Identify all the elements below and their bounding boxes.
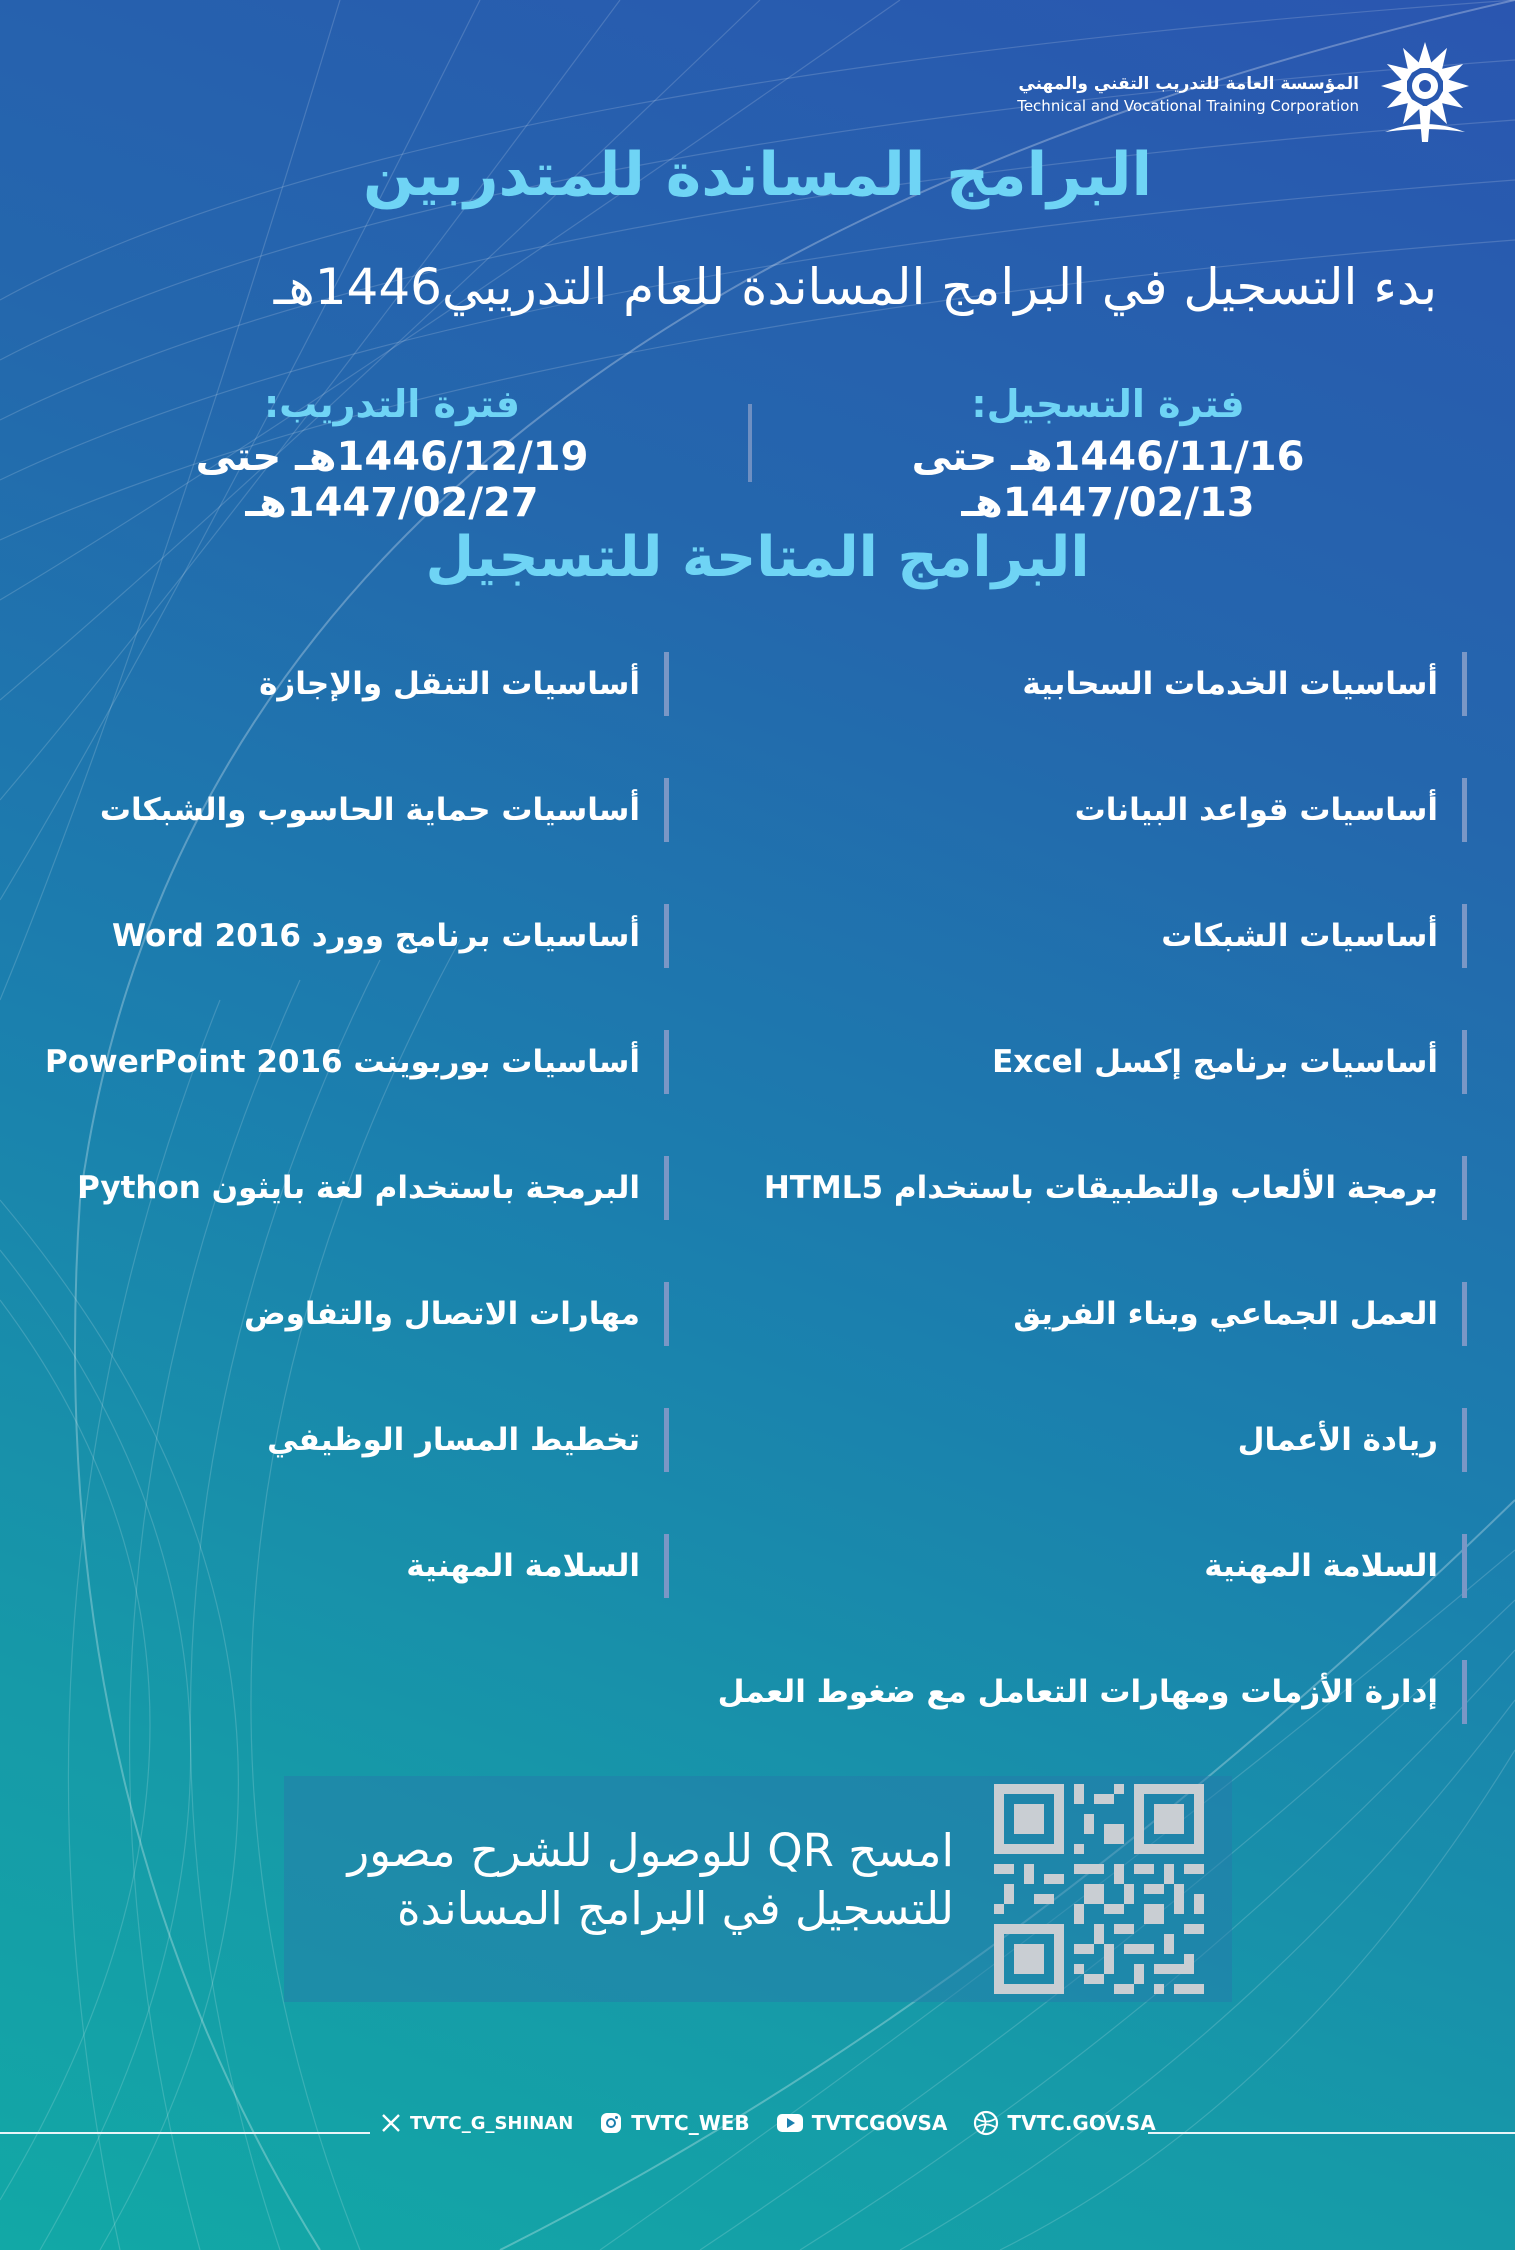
program-item: أساسيات برنامج إكسل Excel bbox=[767, 1030, 1467, 1094]
x-handle: TVTC_G_SHINAN bbox=[410, 2112, 574, 2134]
youtube-handle: TVTCGOVSA bbox=[811, 2111, 948, 2135]
qr-instruction-line1: امسح QR للوصول للشرح مصور bbox=[347, 1824, 954, 1877]
tvtc-logo-icon bbox=[1373, 38, 1477, 150]
youtube-icon bbox=[776, 2112, 804, 2134]
program-item: أساسيات بوربوينت PowerPoint 2016 bbox=[9, 1030, 669, 1094]
period-divider bbox=[748, 404, 752, 482]
footer-line-left bbox=[0, 2132, 370, 2134]
program-item: تخطيط المسار الوظيفي bbox=[9, 1408, 669, 1472]
program-item: العمل الجماعي وبناء الفريق bbox=[767, 1282, 1467, 1346]
program-item: أساسيات حماية الحاسوب والشبكات bbox=[9, 778, 669, 842]
page-title: البرامج المساندة للمتدربين bbox=[362, 140, 1153, 210]
globe-icon bbox=[973, 2110, 999, 2136]
program-item: السلامة المهنية bbox=[767, 1534, 1467, 1598]
social-x[interactable] bbox=[380, 2112, 573, 2134]
program-item: برمجة الألعاب والتطبيقات باستخدام HTML5 bbox=[767, 1156, 1467, 1220]
program-item: أساسيات التنقل والإجازة bbox=[9, 652, 669, 716]
qr-code-icon[interactable] bbox=[992, 1784, 1206, 1994]
program-item: ريادة الأعمال bbox=[767, 1408, 1467, 1472]
org-name-english: Technical and Vocational Training Corporation bbox=[1017, 96, 1359, 115]
program-item: مهارات الاتصال والتفاوض bbox=[9, 1282, 669, 1346]
programs-list-left bbox=[9, 652, 669, 1660]
program-item: إدارة الأزمات ومهارات التعامل مع ضغوط العمل bbox=[767, 1660, 1467, 1724]
footer-line-right bbox=[1148, 2132, 1515, 2134]
header bbox=[1017, 38, 1477, 150]
programs-title: البرامج المتاحة للتسجيل bbox=[425, 525, 1090, 590]
instagram-icon bbox=[599, 2111, 623, 2135]
footer bbox=[0, 2110, 1515, 2156]
qr-instruction-line2: للتسجيل في البرامج المساندة bbox=[396, 1882, 954, 1935]
website-link[interactable] bbox=[973, 2110, 1155, 2136]
training-period bbox=[42, 382, 742, 526]
program-item: أساسيات قواعد البيانات bbox=[767, 778, 1467, 842]
registration-period-dates: 1446/11/16هـ حتى 1447/02/13هـ bbox=[911, 434, 1305, 526]
program-item: السلامة المهنية bbox=[9, 1534, 669, 1598]
registration-period-label: فترة التسجيل: bbox=[971, 382, 1245, 426]
training-period-label: فترة التدريب: bbox=[263, 382, 521, 426]
program-item: أساسيات الشبكات bbox=[767, 904, 1467, 968]
org-name-arabic: المؤسسة العامة للتدريب التقني والمهني bbox=[1018, 73, 1359, 94]
instagram-handle: TVTC_WEB bbox=[631, 2111, 750, 2135]
org-name bbox=[1017, 74, 1359, 115]
programs-list-right bbox=[717, 652, 1467, 1786]
qr-section bbox=[284, 1776, 1232, 2002]
social-youtube[interactable] bbox=[776, 2111, 948, 2135]
program-item: أساسيات برنامج وورد Word 2016 bbox=[9, 904, 669, 968]
social-instagram[interactable] bbox=[599, 2111, 749, 2135]
qr-instruction bbox=[314, 1822, 954, 1938]
website-url: TVTC.GOV.SA bbox=[1007, 2111, 1156, 2135]
program-item: البرمجة باستخدام لغة بايثون Python bbox=[9, 1156, 669, 1220]
training-period-dates: 1446/12/19هـ حتى 1447/02/27هـ bbox=[195, 434, 589, 526]
program-item: أساسيات الخدمات السحابية bbox=[767, 652, 1467, 716]
registration-period bbox=[758, 382, 1458, 526]
x-icon bbox=[380, 2112, 402, 2134]
social-links bbox=[380, 2110, 1156, 2136]
page-subtitle: بدء التسجيل في البرامج المساندة للعام التدريبي1446هـ bbox=[273, 258, 1437, 316]
